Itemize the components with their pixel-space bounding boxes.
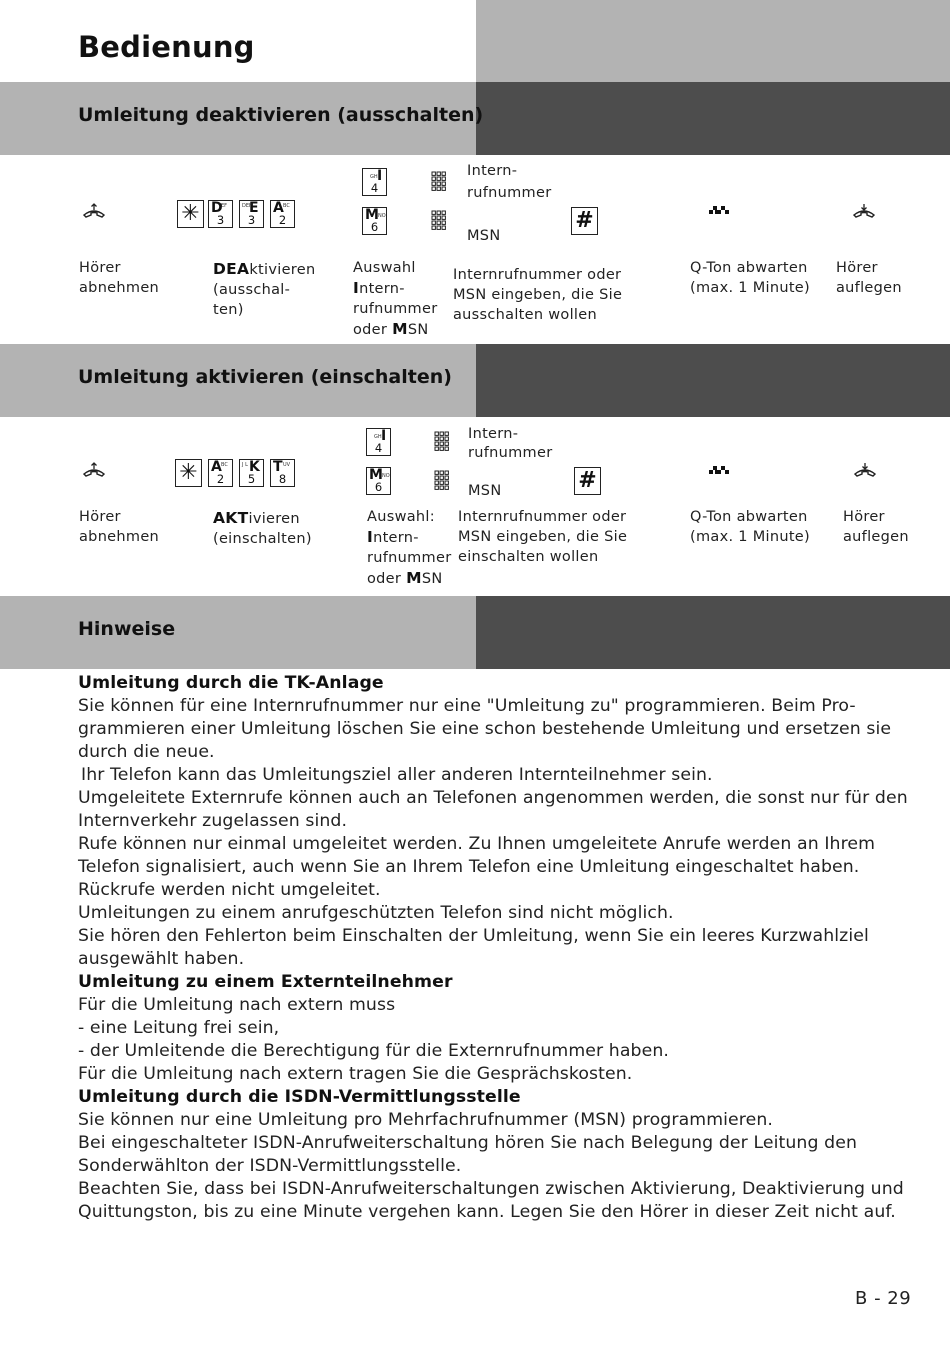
page-title: Bedienung — [78, 30, 255, 64]
header-band — [476, 0, 950, 82]
step-activate-label: AKTivieren (einschalten) — [213, 509, 312, 547]
hint-heading: Umleitung durch die ISDN-Vermittlungsstelle — [78, 1087, 521, 1107]
step-hangup-label: Hörer auflegen — [843, 509, 909, 545]
section-bar-deactivate — [0, 82, 950, 155]
key-m: M NO 6 — [362, 207, 387, 235]
hint-paragraph: Sie hören den Fehlerton beim Einschalten der Umleitung, wenn Sie ein leeres Kurzwahlziel ausgewählt haben. — [78, 926, 869, 969]
key-m: M NO 6 — [366, 467, 391, 495]
hint-paragraph: Für die Umleitung nach extern muss — [78, 995, 396, 1015]
step-hangup-label: Hörer auflegen — [836, 260, 902, 296]
keypad-icon — [431, 171, 447, 191]
hash-key: # — [574, 467, 601, 495]
hint-paragraph: Umgeleitete Externrufe können auch an Telefonen angenommen werden, die sonst nur für den Internverkehr zugelassen sind. — [78, 788, 908, 831]
handset-hangup-icon — [853, 462, 877, 478]
hints-body — [78, 672, 928, 1224]
section-title-deactivate: Umleitung deaktivieren (ausschalten) — [78, 104, 484, 126]
hint-paragraph: Bei eingeschalteter ISDN-Anrufweiterschaltung hören Sie nach Belegung der Leitung den Sonderwählton der ISDN-Vermittlungsstelle. — [78, 1133, 857, 1176]
handset-hangup-icon — [852, 203, 876, 219]
hint-paragraph: Beachten Sie, dass bei ISDN-Anrufweiterschaltungen zwischen Aktivierung, Deaktivierung und Quittungston, bis zu eine Minute vergehen kann. Legen Sie den Hörer in dieser Zeit nicht auf. — [78, 1179, 904, 1222]
key-e: E DEF 3 — [239, 200, 264, 228]
section-bar-activate — [0, 344, 950, 417]
hint-paragraph: Rufe können nur einmal umgeleitet werden. Zu Ihnen umgeleitete Anrufe werden an Ihrem Telefon signalisiert, auch wenn Sie an Ihrem Telefon eine Umleitung eingeschaltet haben. — [78, 834, 876, 877]
intern-label-line1: Intern- — [467, 163, 518, 179]
msn-label: MSN — [467, 228, 501, 244]
step-enter-number-label: Internrufnummer oder MSN eingeben, die Sie einschalten wollen — [458, 509, 628, 565]
hint-paragraph: Sie können nur eine Umleitung pro Mehrfachrufnummer (MSN) programmieren. — [78, 1110, 773, 1130]
key-a: A BC 2 — [270, 200, 295, 228]
key-d: D EF 3 — [208, 200, 233, 228]
hint-heading: Umleitung zu einem Externteilnehmer — [78, 972, 453, 992]
keypad-icon — [434, 470, 450, 490]
step-q-tone-label: Q-Ton abwarten (max. 1 Minute) — [690, 260, 810, 296]
hint-paragraph: Umleitungen zu einem anrufgeschützten Telefon sind nicht möglich. — [78, 903, 674, 923]
hint-paragraph: Rückrufe werden nicht umgeleitet. — [78, 880, 381, 900]
hash-key: # — [571, 207, 598, 235]
hint-heading: Umleitung durch die TK-Anlage — [78, 673, 384, 693]
step-deactivate-label: DEAktivieren (ausschal- ten) — [213, 260, 316, 318]
intern-label-line1: Intern- — [468, 426, 519, 442]
section-bar-hints — [0, 596, 950, 669]
step-pickup-label: Hörer abnehmen — [79, 260, 160, 296]
section-title-hints: Hinweise — [78, 618, 176, 640]
step-enter-number-label: Internrufnummer oder MSN eingeben, die Sie ausschalten wollen — [453, 267, 623, 323]
key-k: K J L 5 — [239, 459, 264, 487]
step-select-label: Auswahl: Intern- rufnummer oder MSN — [367, 509, 452, 587]
key-i: I GH 4 — [362, 168, 387, 196]
intern-label-line2: rufnummer — [467, 185, 552, 201]
intern-label-line2: rufnummer — [468, 445, 553, 461]
star-key: ✳ — [175, 459, 202, 487]
hint-paragraph: Ihr Telefon kann das Umleitungsziel aller anderen Internteilnehmer sein. — [81, 765, 713, 785]
key-i: I GH 4 — [366, 428, 391, 456]
handset-lift-icon — [82, 462, 106, 478]
step-select-label: Auswahl Intern- rufnummer oder MSN — [353, 260, 438, 338]
section-title-activate: Umleitung aktivieren (einschalten) — [78, 366, 452, 388]
step-q-tone-label: Q-Ton abwarten (max. 1 Minute) — [690, 509, 810, 545]
key-a: A BC 2 — [208, 459, 233, 487]
keypad-icon — [431, 210, 447, 230]
hint-paragraph: - eine Leitung frei sein, — [78, 1018, 280, 1038]
page-number: B - 29 — [855, 1288, 912, 1309]
step-pickup-label: Hörer abnehmen — [79, 509, 160, 545]
msn-label: MSN — [468, 483, 502, 499]
key-t: T UV 8 — [270, 459, 295, 487]
keypad-icon — [434, 431, 450, 451]
q-tone-icon — [709, 206, 729, 216]
star-key: ✳ — [177, 200, 204, 228]
hint-paragraph: Für die Umleitung nach extern tragen Sie die Gesprächskosten. — [78, 1064, 633, 1084]
hint-paragraph: Sie können für eine Internrufnummer nur eine "Umleitung zu" programmieren. Beim Pro-grammieren einer Umleitung löschen Sie eine schon bestehende Umleitung und ersetzen sie durch die neue. — [78, 696, 892, 762]
handset-lift-icon — [82, 203, 106, 219]
hint-paragraph: - der Umleitende die Berechtigung für die Externrufnummer haben. — [78, 1041, 669, 1061]
q-tone-icon — [709, 466, 729, 476]
